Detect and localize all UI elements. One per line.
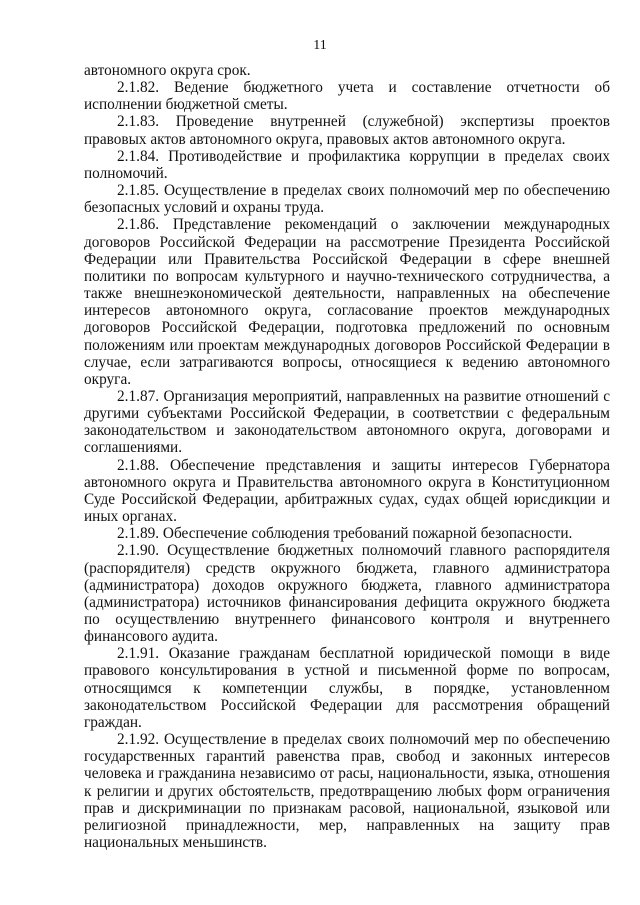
paragraph-2-1-90: 2.1.90. Осуществление бюджетных полномочий главного распорядителя (распорядителя) средств окружного бюджета, главного администратора (администратора) доходов окружного бюджета, главного администратора (администратора) источников финансирования дефицита окружного бюджета по осуществлению внутреннего финансового контроля и внутреннего финансового аудита. (84, 542, 610, 646)
page-number: 11 (313, 38, 327, 53)
paragraph-2-1-92: 2.1.92. Осуществление в пределах своих полномочий мер по обеспечению государственных гарантий равенства прав, свобод и законных интересов человека и гражданина независимо от расы, национальности, языка, отношения к религии и других обстоятельств, предотвращению любых форм ограничения прав и дискриминации по признакам расовой, национальной, языковой или религиозной принадлежности, мер, направленных на защиту прав национальных меньшинств. (84, 731, 610, 852)
paragraph-2-1-83: 2.1.83. Проведение внутренней (служебной) экспертизы проектов правовых актов автономного округа, правовых актов автономного округа. (84, 113, 610, 148)
paragraph-2-1-91: 2.1.91. Оказание гражданам бесплатной юридической помощи в виде правового консультирования в устной и письменной форме по вопросам, относящимся к компетенции службы, в порядке, установленном законодательством Российской Федерации для рассмотрения обращений граждан. (84, 645, 610, 731)
paragraph-2-1-82: 2.1.82. Ведение бюджетного учета и составление отчетности об исполнении бюджетной сметы. (84, 79, 610, 114)
paragraph-2-1-87: 2.1.87. Организация мероприятий, направленных на развитие отношений с другими субъектами Российской Федерации, в соответствии с федеральным законодательством и законодательством автономного округа, договорами и соглашениями. (84, 387, 610, 457)
document-body (84, 62, 610, 851)
paragraph-continuation: автономного округа срок. (84, 62, 251, 79)
paragraph-2-1-86: 2.1.86. Представление рекомендаций о заключении международных договоров Российской Федерации на рассмотрение Президента Российской Федерации или Правительства Российской Федерации в сфере внешней политики по вопросам культурного и научно-технического сотрудничества, а также внешнеэкономической деятельности, направленных на обеспечение интересов автономного округа, согласование проектов международных договоров Российской Федерации, подготовка предложений по основным положениям или проектам международных договоров Российской Федерации в случае, если затрагиваются вопросы, относящиеся к ведению автономного округа. (84, 216, 610, 388)
paragraph-2-1-88: 2.1.88. Обеспечение представления и защиты интересов Губернатора автономного округа и Правительства автономного округа в Конституционном Суде Российской Федерации, арбитражных судах, судах общей юрисдикции и иных органах. (84, 456, 610, 526)
paragraph-2-1-85: 2.1.85. Осуществление в пределах своих полномочий мер по обеспечению безопасных условий и охраны труда. (84, 182, 610, 217)
paragraph-2-1-89: 2.1.89. Обеспечение соблюдения требований пожарной безопасности. (117, 525, 573, 543)
paragraph-2-1-84: 2.1.84. Противодействие и профилактика коррупции в пределах своих полномочий. (84, 147, 610, 182)
